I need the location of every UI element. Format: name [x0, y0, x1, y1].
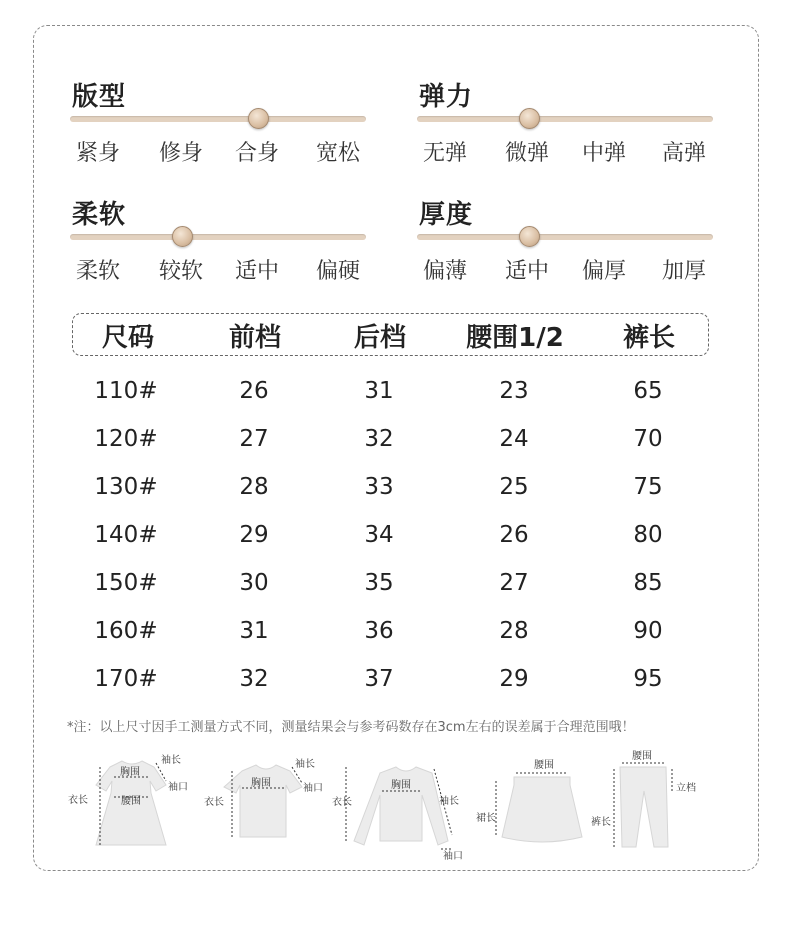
label-sleeve-length: 袖长	[439, 796, 459, 807]
attribute-knob	[519, 226, 540, 247]
label-length: 裤长	[591, 817, 611, 828]
table-cell: 37	[364, 666, 394, 692]
table-cell: 110#	[94, 378, 158, 404]
level-label: 较软	[159, 259, 204, 284]
table-cell: 170#	[94, 666, 158, 692]
size-table-header	[72, 313, 709, 356]
measurement-diagrams	[60, 745, 730, 865]
pants-diagram	[591, 750, 696, 847]
attribute-levels	[70, 254, 366, 284]
table-cell: 36	[364, 618, 394, 644]
level-label: 适中	[505, 259, 550, 284]
label-cuff: 袖口	[168, 782, 188, 793]
label-waist: 腰围	[121, 796, 141, 807]
attribute-knob	[172, 226, 193, 247]
column-header: 前档	[228, 323, 282, 353]
table-cell: 29	[239, 522, 269, 548]
column-header: 后档	[353, 323, 407, 353]
table-cell: 27	[239, 426, 269, 452]
table-row	[0, 474, 790, 514]
level-label: 修身	[159, 141, 204, 166]
level-label: 合身	[235, 141, 280, 166]
table-cell: 25	[499, 474, 529, 500]
level-label: 微弹	[505, 141, 550, 166]
attribute-title: 厚度	[419, 200, 474, 230]
column-header: 裤长	[622, 323, 676, 353]
table-row	[0, 666, 790, 706]
attribute-title: 柔软	[72, 200, 127, 230]
table-cell: 160#	[94, 618, 158, 644]
label-chest: 胸围	[391, 780, 411, 791]
level-label: 偏薄	[423, 259, 468, 284]
attribute-levels	[417, 254, 713, 284]
table-cell: 85	[633, 570, 663, 596]
table-cell: 140#	[94, 522, 158, 548]
attribute-title: 版型	[72, 82, 127, 112]
measurement-note: *注：以上尺寸因手工测量方式不同，测量结果会与参考码数存在3cm左右的误差属于合理范围哦！	[67, 720, 635, 735]
table-cell: 30	[239, 570, 269, 596]
table-cell: 130#	[94, 474, 158, 500]
table-cell: 27	[499, 570, 529, 596]
label-rise: 立档	[676, 783, 696, 794]
attribute-levels	[417, 136, 713, 166]
level-label: 偏硬	[316, 259, 361, 284]
label-chest: 胸围	[120, 767, 140, 778]
attribute-track	[70, 234, 366, 240]
skirt-diagram	[476, 759, 582, 842]
table-cell: 32	[364, 426, 394, 452]
dress-diagram	[68, 753, 188, 845]
attribute-levels	[70, 136, 366, 166]
table-cell: 24	[499, 426, 529, 452]
attribute-knob	[248, 108, 269, 129]
label-length: 衣长	[68, 795, 88, 806]
label-length: 衣长	[204, 797, 224, 808]
table-cell: 80	[633, 522, 663, 548]
level-label: 加厚	[662, 259, 707, 284]
level-label: 偏厚	[582, 259, 627, 284]
attribute-track	[70, 116, 366, 122]
column-header: 腰围1/2	[466, 323, 564, 353]
table-cell: 120#	[94, 426, 158, 452]
level-label: 紧身	[76, 141, 121, 166]
table-cell: 70	[633, 426, 663, 452]
table-cell: 23	[499, 378, 529, 404]
table-cell: 34	[364, 522, 394, 548]
tshirt-diagram	[204, 757, 323, 837]
table-cell: 26	[239, 378, 269, 404]
table-cell: 150#	[94, 570, 158, 596]
table-cell: 29	[499, 666, 529, 692]
table-cell: 75	[633, 474, 663, 500]
label-sleeve-length: 袖长	[295, 759, 315, 770]
table-cell: 33	[364, 474, 394, 500]
table-row	[0, 426, 790, 466]
attribute-track	[417, 116, 713, 122]
label-length: 裙长	[476, 813, 496, 824]
table-cell: 31	[364, 378, 394, 404]
label-sleeve-length: 袖长	[161, 755, 181, 766]
table-cell: 32	[239, 666, 269, 692]
label-cuff: 袖口	[443, 851, 463, 862]
level-label: 适中	[235, 259, 280, 284]
level-label: 中弹	[582, 141, 627, 166]
table-cell: 65	[633, 378, 663, 404]
attribute-track	[417, 234, 713, 240]
label-length: 衣长	[332, 797, 352, 808]
table-cell: 28	[499, 618, 529, 644]
table-cell: 26	[499, 522, 529, 548]
level-label: 高弹	[662, 141, 707, 166]
table-cell: 35	[364, 570, 394, 596]
attribute-title: 弹力	[419, 82, 474, 112]
column-header: 尺码	[101, 323, 155, 353]
sweater-diagram	[332, 767, 463, 862]
label-chest: 胸围	[251, 778, 271, 789]
level-label: 无弹	[423, 141, 468, 166]
label-waist: 腰围	[534, 760, 554, 771]
table-cell: 90	[633, 618, 663, 644]
table-row	[0, 618, 790, 658]
level-label: 柔软	[76, 259, 121, 284]
table-row	[0, 570, 790, 610]
table-row	[0, 522, 790, 562]
table-cell: 31	[239, 618, 269, 644]
table-row	[0, 378, 790, 418]
attribute-knob	[519, 108, 540, 129]
table-cell: 28	[239, 474, 269, 500]
label-cuff: 袖口	[303, 783, 323, 794]
label-waist: 腰围	[632, 751, 652, 762]
level-label: 宽松	[316, 141, 361, 166]
table-cell: 95	[633, 666, 663, 692]
